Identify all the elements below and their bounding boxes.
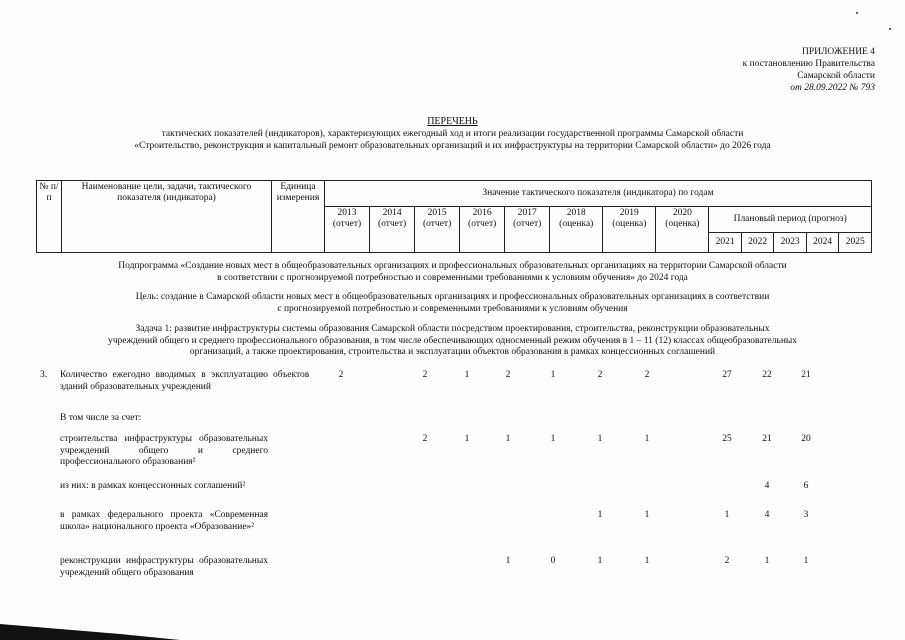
row-value: 1: [464, 370, 470, 380]
row-value: 1: [550, 370, 556, 380]
row-value: 1: [505, 556, 511, 566]
appendix-date-number: от 28.09.2022 № 793: [790, 83, 875, 93]
row-value: 1: [764, 556, 770, 566]
plan-year-header: 2025: [839, 233, 872, 253]
row-value: 2: [597, 370, 603, 380]
row-value: 6: [803, 481, 809, 491]
col-name-header: Наименование цели, задачи, тактического показателя (индикатора): [62, 181, 272, 253]
row-value: 1: [803, 556, 809, 566]
col-unit-header: Единица измерения: [272, 181, 325, 253]
row-number: 3.: [40, 370, 48, 380]
row-value: 2: [338, 370, 344, 380]
subprogram-title: Подпрограмма «Создание новых мест в общеобразовательных организациях и профессиональных образовательных организациях на территории Самарской области в соответствии с прогнозируемой потребностью и современными требованиями к условиям обучения» до 2024 года: [118, 261, 787, 283]
row-value: 3: [803, 510, 809, 520]
year-header: 2017 (отчет): [505, 207, 550, 253]
plan-period-header: Плановый период (прогноз): [709, 207, 872, 233]
row-value: 2: [505, 370, 511, 380]
year-header: 2013 (отчет): [325, 207, 370, 253]
row-value: 25: [722, 434, 732, 444]
row-value: 0: [550, 556, 556, 566]
task-text: Задача 1: развитие инфраструктуры системы образования Самарской области посредством проектирования, строительства, реконструкции образовательных учреждений общего и среднего профессионального образования, в том числе обеспечивающих односменный режим обучения в 1 – 11 (12) классах общеобразовательных организаций, а также проектирования, строительства и эксплуатации объектов образования в рамках концессионных соглашений: [107, 324, 798, 357]
goal-text: Цель: создание в Самарской области новых мест в общеобразовательных организациях и профессиональных образовательных организациях в соответствии с прогнозируемой потребностью и современными требованиями к условиям обучения: [135, 292, 770, 314]
col-num-header: № п/п: [37, 181, 62, 253]
row-value: 1: [597, 510, 603, 520]
row-value: 1: [550, 434, 556, 444]
row-value: 2: [422, 370, 428, 380]
row-value: 2: [422, 434, 428, 444]
row-value: 4: [764, 510, 770, 520]
plan-year-header: 2022: [741, 233, 774, 253]
year-header: 2015 (отчет): [415, 207, 460, 253]
year-header: 2018 (оценка): [550, 207, 603, 253]
title-heading: ПЕРЕЧЕНЬ: [427, 116, 478, 127]
row-value: 1: [597, 556, 603, 566]
plan-year-header: 2024: [806, 233, 839, 253]
row-indicator-name: В том числе за счет:: [60, 413, 142, 423]
row-value: 1: [597, 434, 603, 444]
appendix-block: [743, 46, 875, 94]
plan-year-header: 2023: [774, 233, 807, 253]
row-indicator-name: строительства инфраструктуры образовательных учреждений общего и среднего профессионального образования²: [60, 434, 268, 467]
row-value: 20: [801, 434, 811, 444]
values-header: Значение тактического показателя (индикатора) по годам: [325, 181, 872, 207]
row-value: 21: [801, 370, 811, 380]
year-header: 2020 (оценка): [656, 207, 709, 253]
appendix-title: ПРИЛОЖЕНИЕ 4: [801, 47, 875, 57]
row-value: 21: [762, 434, 772, 444]
row-value: 1: [644, 510, 650, 520]
row-indicator-name: Количество ежегодно вводимых в эксплуатацию зданий образовательных учреждений: [60, 370, 268, 392]
row-value: 2: [724, 556, 730, 566]
scan-bottom-edge: [0, 610, 905, 640]
row-value: 1: [724, 510, 730, 520]
row-value: 1: [644, 556, 650, 566]
row-value: 22: [762, 370, 772, 380]
row-indicator-name: реконструкции инфраструктуры образовательных учреждений общего образования: [60, 556, 268, 578]
row-value: 1: [505, 434, 511, 444]
row-value: 2: [644, 370, 650, 380]
title-line: тактических показателей (индикаторов), характеризующих ежегодный ход и итоги реализации государственной программы Самарской области: [161, 129, 744, 139]
plan-year-header: 2021: [709, 233, 742, 253]
scan-speck: [856, 12, 858, 14]
appendix-line: к постановлению Правительства: [742, 59, 875, 69]
year-header: 2016 (отчет): [460, 207, 505, 253]
row-indicator-name: в рамках федерального проекта «Современная школа» национального проекта «Образование»²: [60, 510, 268, 532]
year-header: 2014 (отчет): [370, 207, 415, 253]
document-title: [0, 116, 905, 152]
scan-speck: [889, 28, 891, 30]
row-value: 1: [644, 434, 650, 444]
row-indicator-name: из них: в рамках концессионных соглашений²: [60, 481, 246, 491]
row-unit: объектов: [273, 370, 310, 380]
year-header: 2019 (оценка): [603, 207, 656, 253]
appendix-line: Самарской области: [797, 71, 875, 81]
row-value: 4: [764, 481, 770, 491]
title-line: «Строительство, реконструкция и капитальный ремонт образовательных организаций и их инфраструктуры на территории Самарской области» до 2026 года: [134, 141, 771, 151]
row-value: 27: [722, 370, 732, 380]
row-value: 1: [464, 434, 470, 444]
indicator-table-header: [36, 180, 872, 253]
